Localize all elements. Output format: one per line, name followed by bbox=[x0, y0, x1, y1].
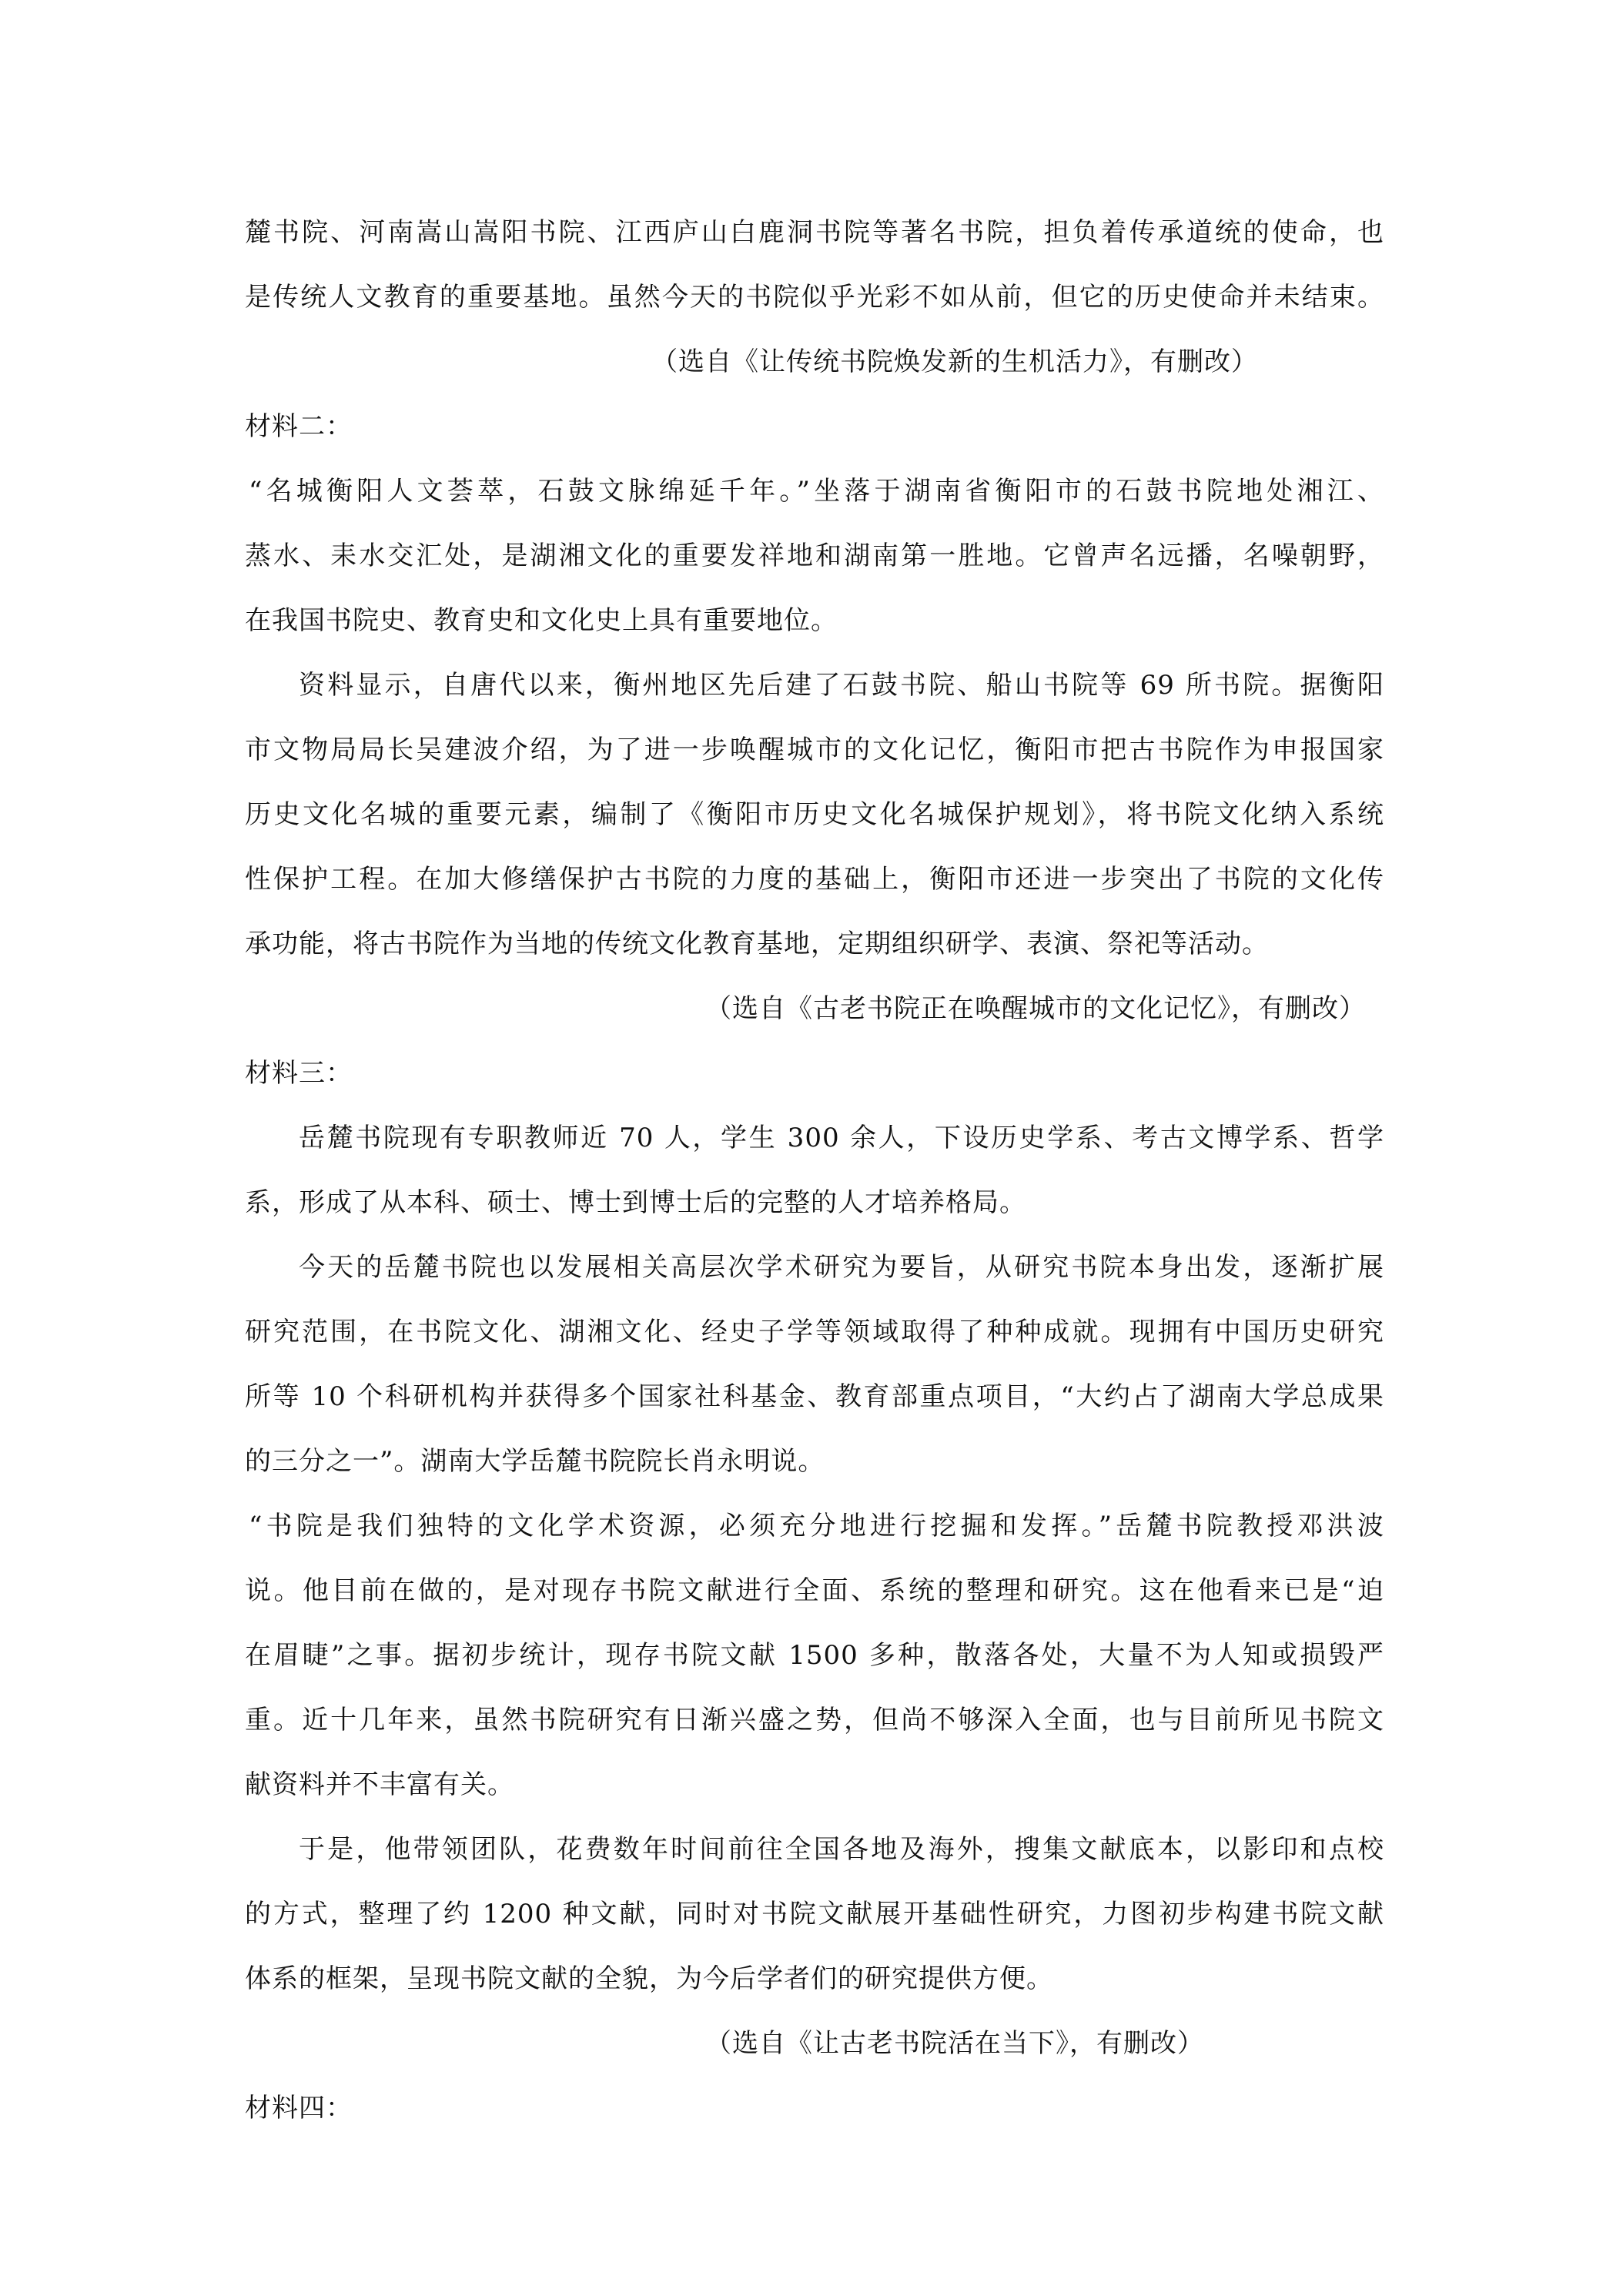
text-line: 研究范围，在书院文化、湖湘文化、经史子学等领域取得了种种成就。现拥有中国历史研究 bbox=[245, 1317, 1384, 1347]
text-line: 的三分之一”。湖南大学岳麓书院院长肖永明说。 bbox=[245, 1446, 825, 1477]
citation: （选自《让古老书院活在当下》，有删改） bbox=[705, 2028, 1204, 2059]
text-line: 在眉睫”之事。据初步统计，现存书院文献 1500 多种，散落各处，大量不为人知或损毁严 bbox=[245, 1640, 1384, 1671]
text-line: 是传统人文教育的重要基地。虽然今天的书院似乎光彩不如从前，但它的历史使命并未结束。 bbox=[245, 282, 1384, 313]
text-line: 麓书院、河南嵩山嵩阳书院、江西庐山白鹿洞书院等著名书院，担负着传承道统的使命，也 bbox=[245, 217, 1384, 248]
section-heading: 材料二： bbox=[245, 411, 353, 442]
text-line: 资料显示，自唐代以来，衡州地区先后建了石鼓书院、船山书院等 69 所书院。据衡阳 bbox=[299, 670, 1384, 701]
text-line: 所等 10 个科研机构并获得多个国家社科基金、教育部重点项目，“大约占了湖南大学总成果 bbox=[245, 1381, 1384, 1412]
text-line: 于是，他带领团队，花费数年时间前往全国各地及海外，搜集文献底本，以影印和点校 bbox=[299, 1834, 1384, 1865]
citation: （选自《古老书院正在唤醒城市的文化记忆》，有删改） bbox=[705, 993, 1366, 1024]
citation: （选自《让传统书院焕发新的生机活力》，有删改） bbox=[651, 346, 1258, 377]
text-line: 今天的岳麓书院也以发展相关高层次学术研究为要旨，从研究书院本身出发，逐渐扩展 bbox=[299, 1252, 1384, 1283]
text-line: 系，形成了从本科、硕士、博士到博士后的完整的人才培养格局。 bbox=[245, 1187, 1026, 1218]
text-line: 在我国书院史、教育史和文化史上具有重要地位。 bbox=[245, 605, 838, 636]
text-line: 说。他目前在做的，是对现存书院文献进行全面、系统的整理和研究。这在他看来已是“迫 bbox=[245, 1575, 1384, 1606]
text-line: 历史文化名城的重要元素，编制了《衡阳市历史文化名城保护规划》，将书院文化纳入系统 bbox=[245, 799, 1384, 830]
section-heading: 材料四： bbox=[245, 2093, 353, 2124]
text-line: “名城衡阳人文荟萃，石鼓文脉绵延千年。”坐落于湖南省衡阳市的石鼓书院地处湘江、 bbox=[249, 476, 1384, 507]
text-line: 岳麓书院现有专职教师近 70 人，学生 300 余人，下设历史学系、考古文博学系、哲学 bbox=[299, 1123, 1384, 1153]
text-line: 的方式，整理了约 1200 种文献，同时对书院文献展开基础性研究，力图初步构建书院文献 bbox=[245, 1899, 1384, 1930]
text-line: 重。近十几年来，虽然书院研究有日渐兴盛之势，但尚不够深入全面，也与目前所见书院文 bbox=[245, 1705, 1384, 1735]
text-line: “书院是我们独特的文化学术资源，必须充分地进行挖掘和发挥。”岳麓书院教授邓洪波 bbox=[249, 1511, 1384, 1541]
text-line: 性保护工程。在加大修缮保护古书院的力度的基础上，衡阳市还进一步突出了书院的文化传 bbox=[245, 864, 1384, 895]
text-line: 承功能，将古书院作为当地的传统文化教育基地，定期组织研学、表演、祭祀等活动。 bbox=[245, 929, 1269, 959]
text-line: 献资料并不丰富有关。 bbox=[245, 1769, 514, 1800]
text-line: 市文物局局长吴建波介绍，为了进一步唤醒城市的文化记忆，衡阳市把古书院作为申报国家 bbox=[245, 735, 1384, 765]
text-line: 体系的框架，呈现书院文献的全貌，为今后学者们的研究提供方便。 bbox=[245, 1963, 1053, 1994]
text-line: 蒸水、耒水交汇处，是湖湘文化的重要发祥地和湖南第一胜地。它曾声名远播，名噪朝野， bbox=[245, 541, 1384, 571]
section-heading: 材料三： bbox=[245, 1058, 353, 1089]
